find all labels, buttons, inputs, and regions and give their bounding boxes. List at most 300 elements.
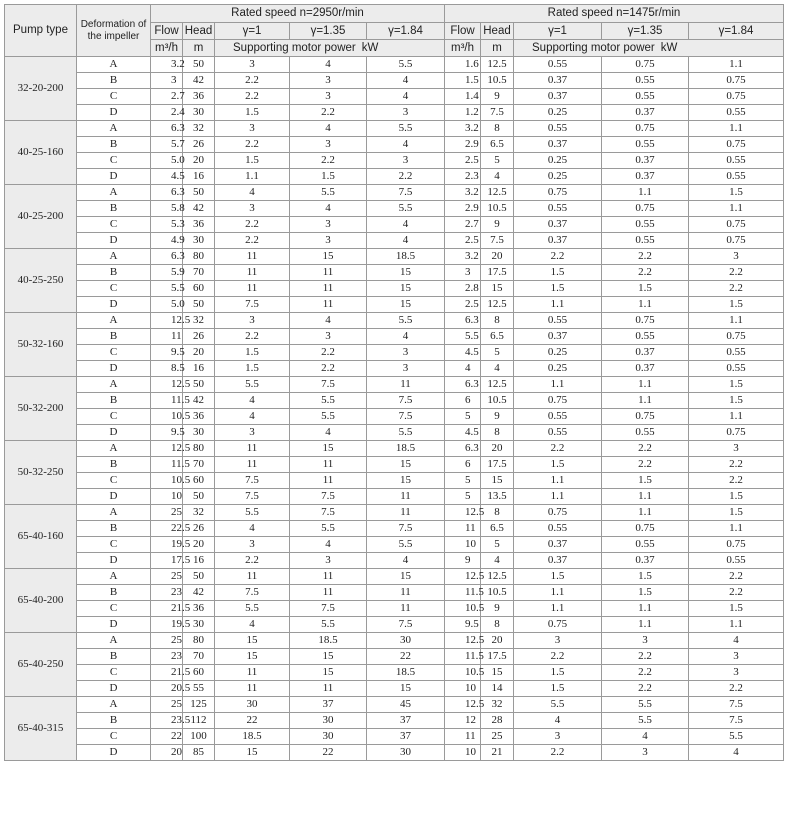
head-unit-1475: m [481, 40, 514, 57]
power-g1-2950-cell: 4 [215, 521, 290, 537]
table-row [5, 489, 784, 505]
head-1475-cell: 9 [481, 409, 514, 425]
head-2950-cell: 20 [183, 537, 215, 553]
power-g184-1475-cell: 0.55 [689, 153, 784, 169]
power-g184-2950-cell: 30 [367, 633, 445, 649]
flow-1475-cell: 6 [445, 457, 481, 473]
rated-speed-1475-value: n=1475r/min [616, 7, 681, 19]
table-row [5, 505, 784, 521]
flow-1475-cell: 12.5 [445, 505, 481, 521]
deformation-cell: A [77, 377, 151, 393]
power-g1-2950-cell: 11 [215, 681, 290, 697]
deformation-cell: C [77, 217, 151, 233]
power-g1-2950-cell: 15 [215, 649, 290, 665]
flow-2950-cell: 21.5 [151, 665, 183, 681]
power-g184-1475-cell: 0.55 [689, 345, 784, 361]
flow-2950-cell: 23 [151, 585, 183, 601]
flow-1475-cell: 5 [445, 409, 481, 425]
head-2950-cell: 20 [183, 345, 215, 361]
power-g135-1475-cell: 0.75 [602, 313, 689, 329]
head-1475-cell: 8 [481, 617, 514, 633]
power-g184-1475-cell: 4 [689, 633, 784, 649]
head-2950-cell: 70 [183, 649, 215, 665]
power-g135-2950-cell: 15 [290, 649, 367, 665]
head-2950-cell: 26 [183, 137, 215, 153]
head-1475-cell: 12.5 [481, 377, 514, 393]
deformation-cell: A [77, 697, 151, 713]
table-row [5, 569, 784, 585]
head-1475-cell: 10.5 [481, 201, 514, 217]
head-1475-cell: 10.5 [481, 585, 514, 601]
head-header-2950: Head [183, 23, 215, 40]
table-row [5, 297, 784, 313]
table-row [5, 329, 784, 345]
rated-speed-2950-header [151, 5, 445, 23]
flow-1475-cell: 6.3 [445, 313, 481, 329]
power-g1-2950-cell: 11 [215, 441, 290, 457]
power-g135-1475-cell: 0.37 [602, 169, 689, 185]
flow-1475-cell: 5.5 [445, 329, 481, 345]
flow-2950-cell: 3 [151, 73, 183, 89]
power-g184-1475-cell: 1.1 [689, 521, 784, 537]
power-g135-1475-cell: 2.2 [602, 457, 689, 473]
power-g1-1475-cell: 0.37 [514, 73, 602, 89]
flow-2950-cell: 6.3 [151, 185, 183, 201]
pump-type-cell: 50-32-250 [5, 441, 77, 505]
power-g135-1475-cell: 0.75 [602, 409, 689, 425]
head-2950-cell: 32 [183, 505, 215, 521]
deformation-cell: C [77, 537, 151, 553]
pump-type-cell: 50-32-160 [5, 313, 77, 377]
power-g135-2950-cell: 15 [290, 665, 367, 681]
table-row [5, 265, 784, 281]
power-g135-2950-cell: 7.5 [290, 601, 367, 617]
flow-2950-cell: 12.5 [151, 441, 183, 457]
head-1475-cell: 8 [481, 313, 514, 329]
power-g184-2950-cell: 5.5 [367, 537, 445, 553]
table-row [5, 553, 784, 569]
power-g184-2950-cell: 15 [367, 297, 445, 313]
head-1475-cell: 6.5 [481, 521, 514, 537]
power-g184-2950-cell: 7.5 [367, 393, 445, 409]
flow-1475-cell: 3.2 [445, 249, 481, 265]
pump-type-header: Pump type [5, 5, 77, 57]
power-g184-2950-cell: 15 [367, 681, 445, 697]
power-g135-1475-cell: 0.75 [602, 121, 689, 137]
deformation-cell: D [77, 425, 151, 441]
flow-2950-cell: 22 [151, 729, 183, 745]
head-1475-cell: 7.5 [481, 105, 514, 121]
flow-2950-cell: 11 [151, 329, 183, 345]
power-g1-2950-cell: 2.2 [215, 329, 290, 345]
flow-1475-cell: 2.3 [445, 169, 481, 185]
power-g135-1475-cell: 2.2 [602, 441, 689, 457]
power-g184-2950-cell: 4 [367, 329, 445, 345]
flow-2950-cell: 2.7 [151, 89, 183, 105]
power-g1-1475-cell: 0.75 [514, 505, 602, 521]
table-row [5, 217, 784, 233]
head-header-1475: Head [481, 23, 514, 40]
power-g184-1475-cell: 1.5 [689, 505, 784, 521]
table-row [5, 57, 784, 73]
flow-1475-cell: 6.3 [445, 441, 481, 457]
power-g135-1475-cell: 1.1 [602, 393, 689, 409]
head-1475-cell: 9 [481, 89, 514, 105]
power-g184-2950-cell: 5.5 [367, 313, 445, 329]
power-g1-2950-cell: 5.5 [215, 601, 290, 617]
power-g135-1475-cell: 1.5 [602, 569, 689, 585]
power-g1-2950-cell: 7.5 [215, 473, 290, 489]
power-g1-1475-cell: 5.5 [514, 697, 602, 713]
power-g184-2950-cell: 11 [367, 601, 445, 617]
power-g184-2950-cell: 18.5 [367, 441, 445, 457]
deformation-cell: A [77, 249, 151, 265]
head-1475-cell: 8 [481, 121, 514, 137]
flow-2950-cell: 5.0 [151, 297, 183, 313]
power-g184-1475-cell: 3 [689, 441, 784, 457]
deformation-cell: A [77, 441, 151, 457]
flow-2950-cell: 3.2 [151, 57, 183, 73]
deformation-cell: A [77, 185, 151, 201]
deformation-cell: D [77, 361, 151, 377]
power-g184-1475-cell: 2.2 [689, 681, 784, 697]
power-g184-2950-cell: 15 [367, 457, 445, 473]
power-g184-1475-cell: 0.75 [689, 425, 784, 441]
deformation-cell: A [77, 569, 151, 585]
power-g135-2950-cell: 7.5 [290, 489, 367, 505]
head-1475-cell: 12.5 [481, 569, 514, 585]
power-g135-1475-cell: 0.55 [602, 329, 689, 345]
deformation-cell: D [77, 617, 151, 633]
power-g184-1475-cell: 1.5 [689, 377, 784, 393]
power-g135-2950-cell: 4 [290, 121, 367, 137]
flow-1475-cell: 5 [445, 489, 481, 505]
power-g135-1475-cell: 0.55 [602, 233, 689, 249]
gamma-1-header-1475: γ=1 [514, 23, 602, 40]
power-g1-1475-cell: 0.37 [514, 217, 602, 233]
flow-2950-cell: 25 [151, 697, 183, 713]
power-g1-1475-cell: 1.5 [514, 281, 602, 297]
power-g1-1475-cell: 1.5 [514, 569, 602, 585]
power-g184-2950-cell: 4 [367, 137, 445, 153]
head-2950-cell: 50 [183, 569, 215, 585]
flow-2950-cell: 6.3 [151, 249, 183, 265]
kw-unit-1475: kW [660, 41, 678, 54]
power-g1-2950-cell: 2.2 [215, 73, 290, 89]
power-g135-1475-cell: 2.2 [602, 681, 689, 697]
power-g184-1475-cell: 1.5 [689, 601, 784, 617]
power-g184-2950-cell: 15 [367, 265, 445, 281]
power-g1-1475-cell: 0.25 [514, 361, 602, 377]
flow-unit-1475: m³/h [445, 40, 481, 57]
power-g184-1475-cell: 7.5 [689, 697, 784, 713]
power-g184-2950-cell: 11 [367, 585, 445, 601]
head-2950-cell: 60 [183, 665, 215, 681]
head-2950-cell: 36 [183, 217, 215, 233]
power-g135-2950-cell: 3 [290, 89, 367, 105]
flow-1475-cell: 10.5 [445, 665, 481, 681]
power-g184-1475-cell: 0.75 [689, 73, 784, 89]
power-g135-1475-cell: 5.5 [602, 713, 689, 729]
flow-1475-cell: 5 [445, 473, 481, 489]
power-g135-1475-cell: 0.37 [602, 345, 689, 361]
deformation-cell: D [77, 169, 151, 185]
head-2950-cell: 30 [183, 233, 215, 249]
flow-2950-cell: 12.5 [151, 313, 183, 329]
power-g184-1475-cell: 4 [689, 745, 784, 761]
power-g135-2950-cell: 15 [290, 441, 367, 457]
power-g184-2950-cell: 18.5 [367, 249, 445, 265]
flow-2950-cell: 20 [151, 745, 183, 761]
head-2950-cell: 80 [183, 633, 215, 649]
flow-1475-cell: 1.2 [445, 105, 481, 121]
power-g184-2950-cell: 4 [367, 73, 445, 89]
power-g135-2950-cell: 11 [290, 297, 367, 313]
flow-2950-cell: 5.5 [151, 281, 183, 297]
power-g1-2950-cell: 2.2 [215, 233, 290, 249]
power-g1-1475-cell: 2.2 [514, 745, 602, 761]
flow-2950-cell: 22.5 [151, 521, 183, 537]
head-1475-cell: 14 [481, 681, 514, 697]
power-g184-2950-cell: 4 [367, 89, 445, 105]
pump-type-cell: 40-25-160 [5, 121, 77, 185]
power-g1-1475-cell: 0.37 [514, 537, 602, 553]
table-row [5, 185, 784, 201]
table-row [5, 121, 784, 137]
flow-unit-2950: m³/h [151, 40, 183, 57]
power-g135-2950-cell: 7.5 [290, 505, 367, 521]
head-1475-cell: 20 [481, 249, 514, 265]
head-2950-cell: 32 [183, 121, 215, 137]
power-g135-1475-cell: 0.55 [602, 217, 689, 233]
pump-type-cell: 40-25-250 [5, 249, 77, 313]
power-g1-1475-cell: 1.5 [514, 265, 602, 281]
flow-1475-cell: 2.8 [445, 281, 481, 297]
power-g1-2950-cell: 22 [215, 713, 290, 729]
power-g184-2950-cell: 11 [367, 505, 445, 521]
deformation-cell: D [77, 681, 151, 697]
power-g1-2950-cell: 7.5 [215, 489, 290, 505]
head-2950-cell: 100 [183, 729, 215, 745]
power-g1-2950-cell: 3 [215, 313, 290, 329]
head-1475-cell: 25 [481, 729, 514, 745]
power-g184-1475-cell: 2.2 [689, 569, 784, 585]
table-row [5, 201, 784, 217]
power-g1-1475-cell: 0.37 [514, 137, 602, 153]
power-g184-2950-cell: 3 [367, 361, 445, 377]
power-g135-1475-cell: 1.1 [602, 601, 689, 617]
flow-1475-cell: 1.6 [445, 57, 481, 73]
table-row [5, 729, 784, 745]
head-2950-cell: 36 [183, 89, 215, 105]
power-g1-1475-cell: 2.2 [514, 649, 602, 665]
table-row [5, 153, 784, 169]
flow-1475-cell: 2.5 [445, 153, 481, 169]
power-g1-1475-cell: 3 [514, 729, 602, 745]
power-g135-1475-cell: 4 [602, 729, 689, 745]
power-g184-2950-cell: 7.5 [367, 409, 445, 425]
flow-1475-cell: 11 [445, 521, 481, 537]
power-g184-1475-cell: 3 [689, 249, 784, 265]
power-g135-2950-cell: 11 [290, 569, 367, 585]
power-g135-1475-cell: 0.55 [602, 73, 689, 89]
power-g135-2950-cell: 11 [290, 681, 367, 697]
power-g135-2950-cell: 22 [290, 745, 367, 761]
power-g184-1475-cell: 2.2 [689, 457, 784, 473]
head-1475-cell: 4 [481, 169, 514, 185]
head-2950-cell: 16 [183, 553, 215, 569]
power-g135-2950-cell: 5.5 [290, 617, 367, 633]
head-2950-cell: 42 [183, 585, 215, 601]
flow-2950-cell: 21.5 [151, 601, 183, 617]
deformation-cell: D [77, 745, 151, 761]
gamma-135-header-1475: γ=1.35 [602, 23, 689, 40]
flow-1475-cell: 9 [445, 553, 481, 569]
power-g184-1475-cell: 2.2 [689, 473, 784, 489]
power-g184-2950-cell: 2.2 [367, 169, 445, 185]
deformation-cell: C [77, 409, 151, 425]
head-2950-cell: 16 [183, 361, 215, 377]
rated-speed-1475-header [445, 5, 784, 23]
deformation-cell: C [77, 601, 151, 617]
deformation-cell: C [77, 729, 151, 745]
power-g184-1475-cell: 2.2 [689, 265, 784, 281]
power-g184-1475-cell: 2.2 [689, 585, 784, 601]
power-g184-1475-cell: 1.1 [689, 409, 784, 425]
power-g1-2950-cell: 3 [215, 121, 290, 137]
flow-2950-cell: 4.5 [151, 169, 183, 185]
deformation-cell: D [77, 297, 151, 313]
power-g135-1475-cell: 1.1 [602, 489, 689, 505]
pump-type-cell: 40-25-200 [5, 185, 77, 249]
power-g184-1475-cell: 5.5 [689, 729, 784, 745]
power-g1-1475-cell: 1.1 [514, 473, 602, 489]
power-g135-1475-cell: 0.55 [602, 89, 689, 105]
deformation-cell: B [77, 713, 151, 729]
deformation-cell: B [77, 201, 151, 217]
power-g135-1475-cell: 0.37 [602, 153, 689, 169]
power-g135-2950-cell: 1.5 [290, 169, 367, 185]
power-g135-1475-cell: 0.55 [602, 537, 689, 553]
table-row [5, 665, 784, 681]
deformation-header: Deformation of the impeller [77, 5, 151, 57]
flow-2950-cell: 19.5 [151, 537, 183, 553]
flow-1475-cell: 6.3 [445, 377, 481, 393]
flow-2950-cell: 11.5 [151, 457, 183, 473]
power-g135-2950-cell: 4 [290, 537, 367, 553]
flow-2950-cell: 17.5 [151, 553, 183, 569]
head-1475-cell: 7.5 [481, 233, 514, 249]
deformation-cell: D [77, 489, 151, 505]
power-g1-1475-cell: 0.55 [514, 409, 602, 425]
head-1475-cell: 17.5 [481, 649, 514, 665]
power-g1-2950-cell: 7.5 [215, 297, 290, 313]
head-2950-cell: 26 [183, 521, 215, 537]
flow-1475-cell: 2.7 [445, 217, 481, 233]
power-g135-2950-cell: 5.5 [290, 185, 367, 201]
head-1475-cell: 17.5 [481, 265, 514, 281]
flow-2950-cell: 25 [151, 505, 183, 521]
power-g1-1475-cell: 1.1 [514, 585, 602, 601]
power-g184-2950-cell: 22 [367, 649, 445, 665]
power-g135-1475-cell: 0.55 [602, 425, 689, 441]
deformation-cell: A [77, 313, 151, 329]
head-1475-cell: 10.5 [481, 393, 514, 409]
table-row [5, 89, 784, 105]
table-row [5, 617, 784, 633]
flow-2950-cell: 9.5 [151, 425, 183, 441]
table-row [5, 313, 784, 329]
flow-2950-cell: 5.7 [151, 137, 183, 153]
flow-1475-cell: 10 [445, 681, 481, 697]
power-g184-1475-cell: 0.55 [689, 169, 784, 185]
table-row [5, 633, 784, 649]
power-g184-1475-cell: 1.1 [689, 617, 784, 633]
power-g184-1475-cell: 1.5 [689, 393, 784, 409]
head-2950-cell: 30 [183, 105, 215, 121]
power-g184-1475-cell: 0.55 [689, 361, 784, 377]
head-2950-cell: 42 [183, 201, 215, 217]
pump-type-cell: 65-40-160 [5, 505, 77, 569]
power-g184-1475-cell: 1.1 [689, 201, 784, 217]
power-g135-2950-cell: 37 [290, 697, 367, 713]
deformation-cell: C [77, 153, 151, 169]
flow-2950-cell: 10.5 [151, 409, 183, 425]
flow-2950-cell: 19.5 [151, 617, 183, 633]
deformation-cell: A [77, 57, 151, 73]
power-g135-1475-cell: 2.2 [602, 265, 689, 281]
head-2950-cell: 80 [183, 441, 215, 457]
power-g1-2950-cell: 3 [215, 537, 290, 553]
table-row [5, 457, 784, 473]
power-g184-1475-cell: 0.55 [689, 553, 784, 569]
head-1475-cell: 12.5 [481, 297, 514, 313]
table-row [5, 409, 784, 425]
deformation-cell: D [77, 233, 151, 249]
flow-2950-cell: 5.3 [151, 217, 183, 233]
head-1475-cell: 13.5 [481, 489, 514, 505]
power-g1-1475-cell: 0.25 [514, 345, 602, 361]
power-g135-2950-cell: 30 [290, 729, 367, 745]
power-g184-2950-cell: 3 [367, 345, 445, 361]
pump-type-cell: 65-40-250 [5, 633, 77, 697]
deformation-cell: C [77, 345, 151, 361]
power-g184-2950-cell: 45 [367, 697, 445, 713]
power-g184-1475-cell: 1.1 [689, 57, 784, 73]
power-g1-1475-cell: 0.37 [514, 553, 602, 569]
flow-header-1475: Flow [445, 23, 481, 40]
head-2950-cell: 50 [183, 489, 215, 505]
head-2950-cell: 60 [183, 281, 215, 297]
flow-1475-cell: 12.5 [445, 569, 481, 585]
power-g1-2950-cell: 4 [215, 409, 290, 425]
head-1475-cell: 9 [481, 601, 514, 617]
head-1475-cell: 8 [481, 425, 514, 441]
power-g1-1475-cell: 0.37 [514, 89, 602, 105]
head-1475-cell: 28 [481, 713, 514, 729]
table-row [5, 345, 784, 361]
power-g1-1475-cell: 0.25 [514, 105, 602, 121]
power-g184-1475-cell: 1.1 [689, 121, 784, 137]
pump-type-cell: 50-32-200 [5, 377, 77, 441]
table-row [5, 473, 784, 489]
head-1475-cell: 6.5 [481, 329, 514, 345]
power-g184-1475-cell: 1.5 [689, 297, 784, 313]
flow-1475-cell: 10.5 [445, 601, 481, 617]
power-g1-2950-cell: 1.5 [215, 105, 290, 121]
power-g135-2950-cell: 3 [290, 553, 367, 569]
flow-1475-cell: 1.5 [445, 73, 481, 89]
